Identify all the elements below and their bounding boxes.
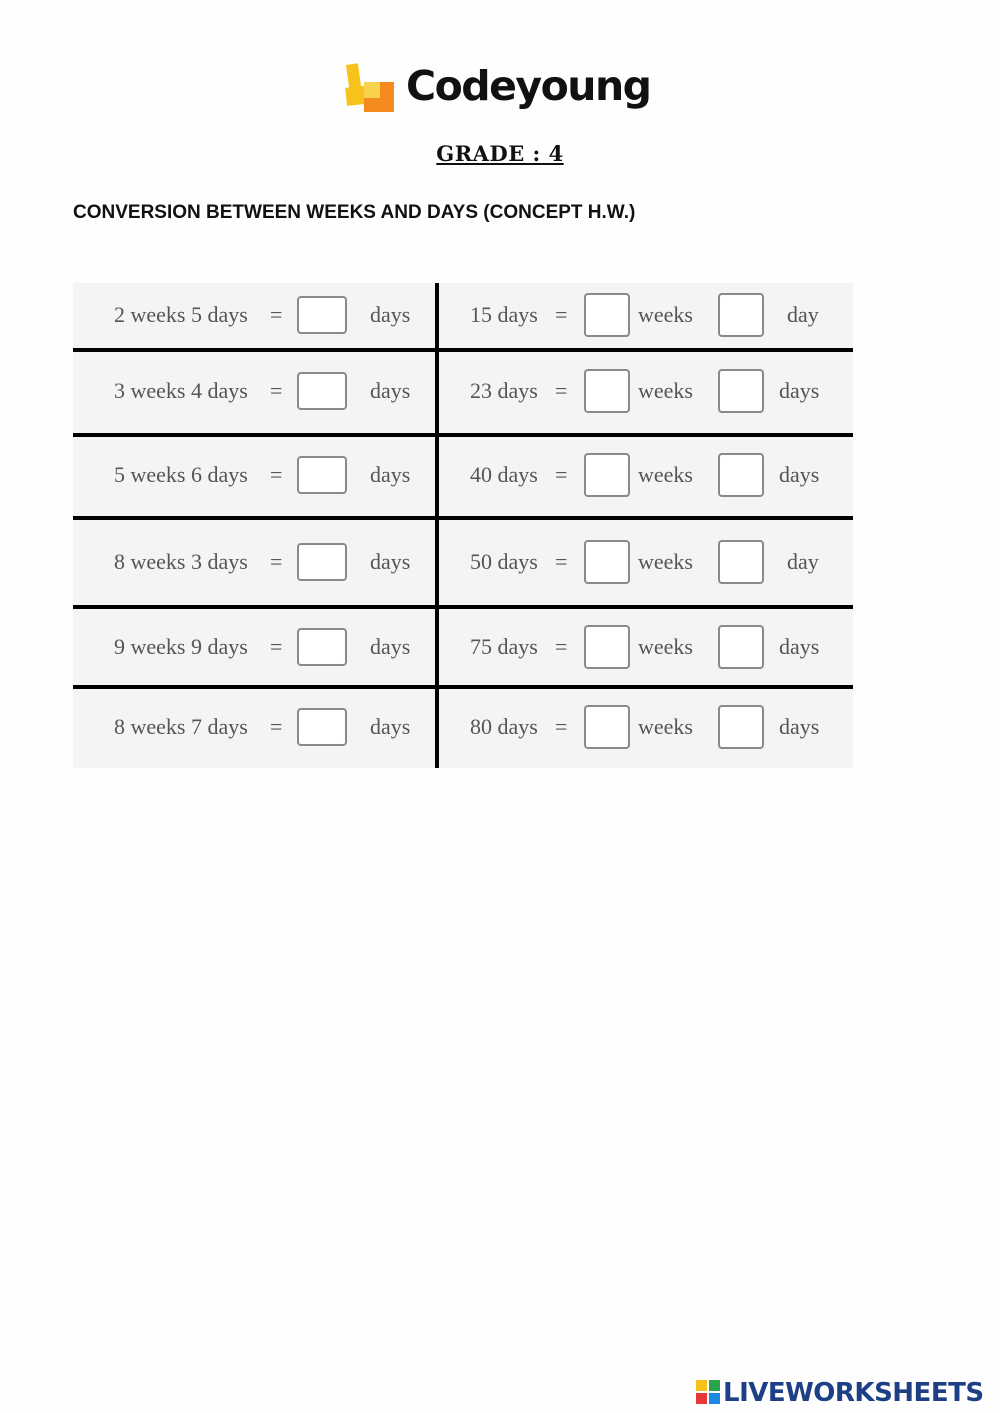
unit-label: weeks xyxy=(638,462,693,487)
equals-sign: = xyxy=(270,633,283,659)
left-problem xyxy=(73,609,435,686)
left-problem xyxy=(73,351,435,433)
weeks-days-expression: 9 weeks 9 days xyxy=(114,633,248,659)
equals-sign: = xyxy=(555,462,568,487)
unit-label: days xyxy=(370,714,411,739)
equals-sign: = xyxy=(270,549,283,574)
right-problem xyxy=(439,351,853,433)
unit-label: weeks xyxy=(638,549,693,574)
worksheet-table xyxy=(73,283,853,768)
unit-label: days xyxy=(779,633,820,659)
answer-box-days[interactable] xyxy=(297,456,347,494)
equals-sign: = xyxy=(555,378,568,403)
right-problem xyxy=(439,519,853,607)
liveworksheets-footer xyxy=(696,1378,996,1408)
problem-row xyxy=(73,435,853,517)
answer-box-days[interactable] xyxy=(718,453,764,497)
unit-label: days xyxy=(370,378,411,403)
worksheet-title: CONVERSION BETWEEN WEEKS AND DAYS (CONCEPT H.W.) xyxy=(73,202,636,223)
codeyoung-logo-icon xyxy=(344,62,398,116)
answer-box-weeks[interactable] xyxy=(584,453,630,497)
left-problem xyxy=(73,519,435,607)
unit-label: days xyxy=(370,633,411,659)
problem-row xyxy=(73,283,853,349)
answer-box-days[interactable] xyxy=(718,369,764,413)
equals-sign: = xyxy=(555,714,568,739)
right-problem xyxy=(439,609,853,686)
unit-label: days xyxy=(370,549,411,574)
equals-sign: = xyxy=(270,378,283,403)
days-expression: 75 days xyxy=(470,633,538,659)
equals-sign: = xyxy=(270,302,283,327)
right-problem xyxy=(439,283,853,349)
answer-box-days[interactable] xyxy=(718,705,764,749)
answer-box-days[interactable] xyxy=(297,708,347,746)
left-problem xyxy=(73,435,435,517)
brand-name: Codeyoung xyxy=(406,62,651,110)
unit-label: day xyxy=(787,549,819,574)
answer-box-days[interactable] xyxy=(297,296,347,334)
liveworksheets-logo-icon xyxy=(696,1380,720,1404)
answer-box-weeks[interactable] xyxy=(584,705,630,749)
unit-label: days xyxy=(779,714,820,739)
unit-label: weeks xyxy=(638,714,693,739)
problem-row xyxy=(73,351,853,433)
days-expression: 23 days xyxy=(470,378,538,403)
footer-brand: LIVEWORKSHEETS xyxy=(723,1378,984,1408)
left-problem xyxy=(73,688,435,768)
answer-box-weeks[interactable] xyxy=(584,625,630,669)
answer-box-weeks[interactable] xyxy=(584,369,630,413)
unit-label: weeks xyxy=(638,633,693,659)
problem-row xyxy=(73,519,853,607)
left-problem xyxy=(73,283,435,349)
problem-row xyxy=(73,688,853,768)
weeks-days-expression: 5 weeks 6 days xyxy=(114,462,248,487)
answer-box-days[interactable] xyxy=(297,543,347,581)
unit-label: days xyxy=(779,378,820,403)
equals-sign: = xyxy=(555,633,568,659)
answer-box-days[interactable] xyxy=(718,540,764,584)
weeks-days-expression: 8 weeks 7 days xyxy=(114,714,248,739)
right-problem xyxy=(439,688,853,768)
equals-sign: = xyxy=(555,549,568,574)
days-expression: 15 days xyxy=(470,302,538,327)
weeks-days-expression: 8 weeks 3 days xyxy=(114,549,248,574)
days-expression: 50 days xyxy=(470,549,538,574)
grade-heading: GRADE : 4 xyxy=(436,141,564,166)
unit-label: weeks xyxy=(638,302,693,327)
answer-box-days[interactable] xyxy=(297,372,347,410)
equals-sign: = xyxy=(270,462,283,487)
answer-box-days[interactable] xyxy=(718,625,764,669)
weeks-days-expression: 2 weeks 5 days xyxy=(114,302,248,327)
unit-label: days xyxy=(370,462,411,487)
problem-row xyxy=(73,609,853,686)
equals-sign: = xyxy=(270,714,283,739)
answer-box-weeks[interactable] xyxy=(584,293,630,337)
days-expression: 80 days xyxy=(470,714,538,739)
answer-box-weeks[interactable] xyxy=(584,540,630,584)
right-problem xyxy=(439,435,853,517)
unit-label: day xyxy=(787,302,819,327)
answer-box-days[interactable] xyxy=(718,293,764,337)
days-expression: 40 days xyxy=(470,462,538,487)
unit-label: days xyxy=(779,462,820,487)
unit-label: days xyxy=(370,302,411,327)
equals-sign: = xyxy=(555,302,568,327)
unit-label: weeks xyxy=(638,378,693,403)
answer-box-days[interactable] xyxy=(297,628,347,666)
codeyoung-logo xyxy=(344,60,664,124)
weeks-days-expression: 3 weeks 4 days xyxy=(114,378,248,403)
